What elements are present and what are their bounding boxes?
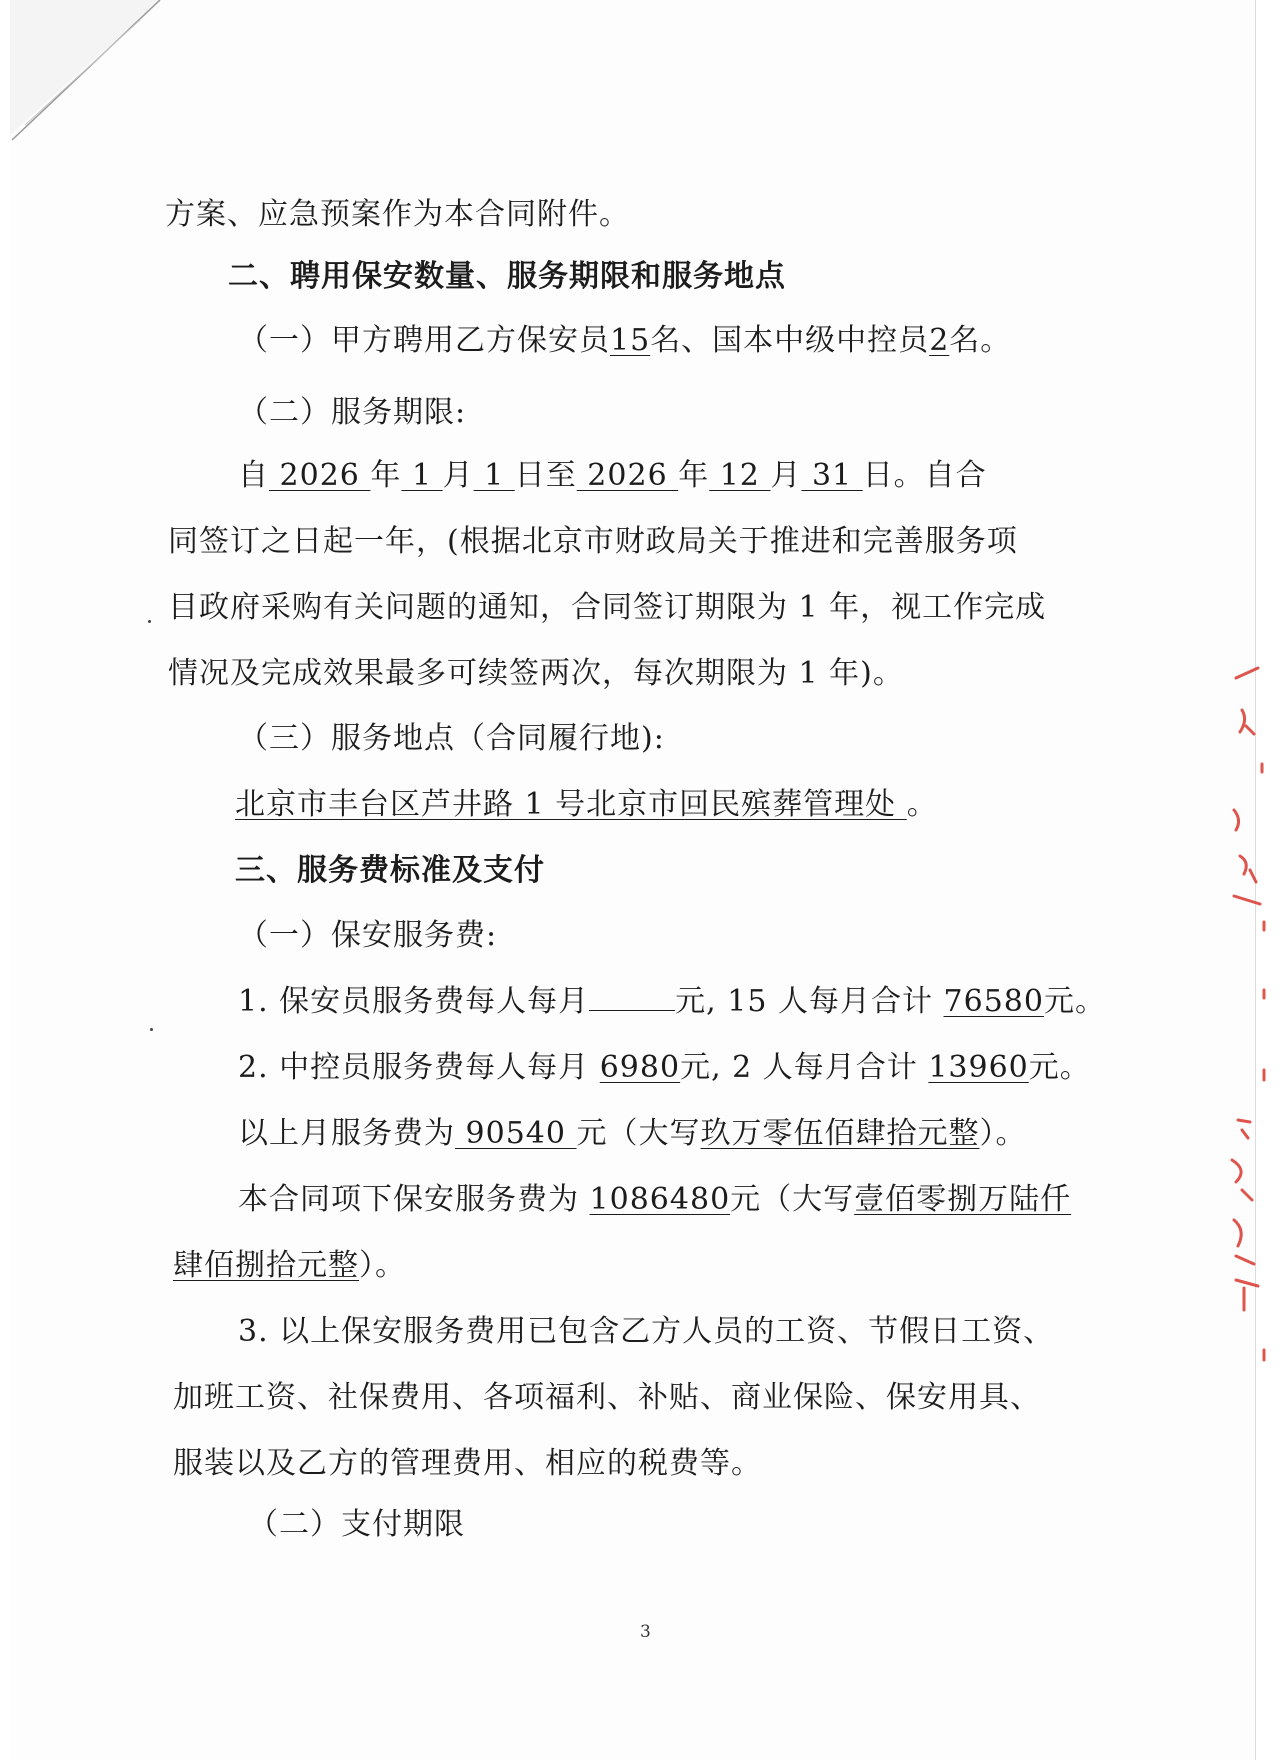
- paragraph-line: 情况及完成效果最多可续签两次，每次期限为 1 年)。: [168, 656, 904, 691]
- paragraph-line: （二）服务期限:: [238, 395, 467, 430]
- fee-line: 1. 保安员服务费每人每月 元, 15 人每月合计 76580元。: [238, 984, 1106, 1019]
- section-heading: 二、聘用保安数量、服务期限和服务地点: [228, 259, 786, 294]
- fee-line: 2. 中控员服务费每人每月 6980元, 2 人每月合计 13960元。: [238, 1050, 1091, 1085]
- scan-fold-artifact: [10, 0, 200, 170]
- page-number: 3: [640, 1622, 651, 1642]
- red-seal-edge: [1228, 660, 1268, 1490]
- paragraph-line: 目政府采购有关问题的通知，合同签订期限为 1 年，视工作完成: [168, 590, 1047, 625]
- paragraph-line: 方案、应急预案作为本合同附件。: [165, 197, 630, 232]
- address-line: 北京市丰台区芦井路 1 号北京市回民殡葬管理处 。: [235, 787, 938, 822]
- section-heading: 三、服务费标准及支付: [235, 853, 545, 888]
- fee-line: 以上月服务费为 90540 元（大写玖万零伍佰肆拾元整）。: [238, 1116, 1027, 1151]
- document-page: [10, 0, 1256, 1760]
- fee-line: 肆佰捌拾元整）。: [173, 1248, 406, 1283]
- paragraph-line: （一）保安服务费:: [238, 918, 498, 953]
- paragraph-line: 加班工资、社保费用、各项福利、补贴、商业保险、保安用具、: [173, 1380, 1041, 1415]
- paragraph-line: （三）服务地点（合同履行地):: [238, 721, 665, 756]
- paragraph-line: 服装以及乙方的管理费用、相应的税费等。: [173, 1446, 762, 1481]
- fee-line: 本合同项下保安服务费为 1086480元（大写壹佰零捌万陆仟: [238, 1182, 1072, 1217]
- date-range-line: 自 2026 年 1 月 1 日至 2026 年 12 月 31 日。自合: [238, 458, 987, 493]
- blank-field: [589, 986, 675, 1011]
- paragraph-line: （二）支付期限: [248, 1507, 465, 1542]
- scan-speck: [150, 1028, 153, 1031]
- paragraph-line: （一）甲方聘用乙方保安员15名、国本中级中控员2名。: [238, 323, 1012, 358]
- scan-speck: [148, 620, 151, 623]
- paragraph-line: 3. 以上保安服务费用已包含乙方人员的工资、节假日工资、: [238, 1314, 1055, 1349]
- paragraph-line: 同签订之日起一年，(根据北京市财政局关于推进和完善服务项: [168, 524, 1018, 559]
